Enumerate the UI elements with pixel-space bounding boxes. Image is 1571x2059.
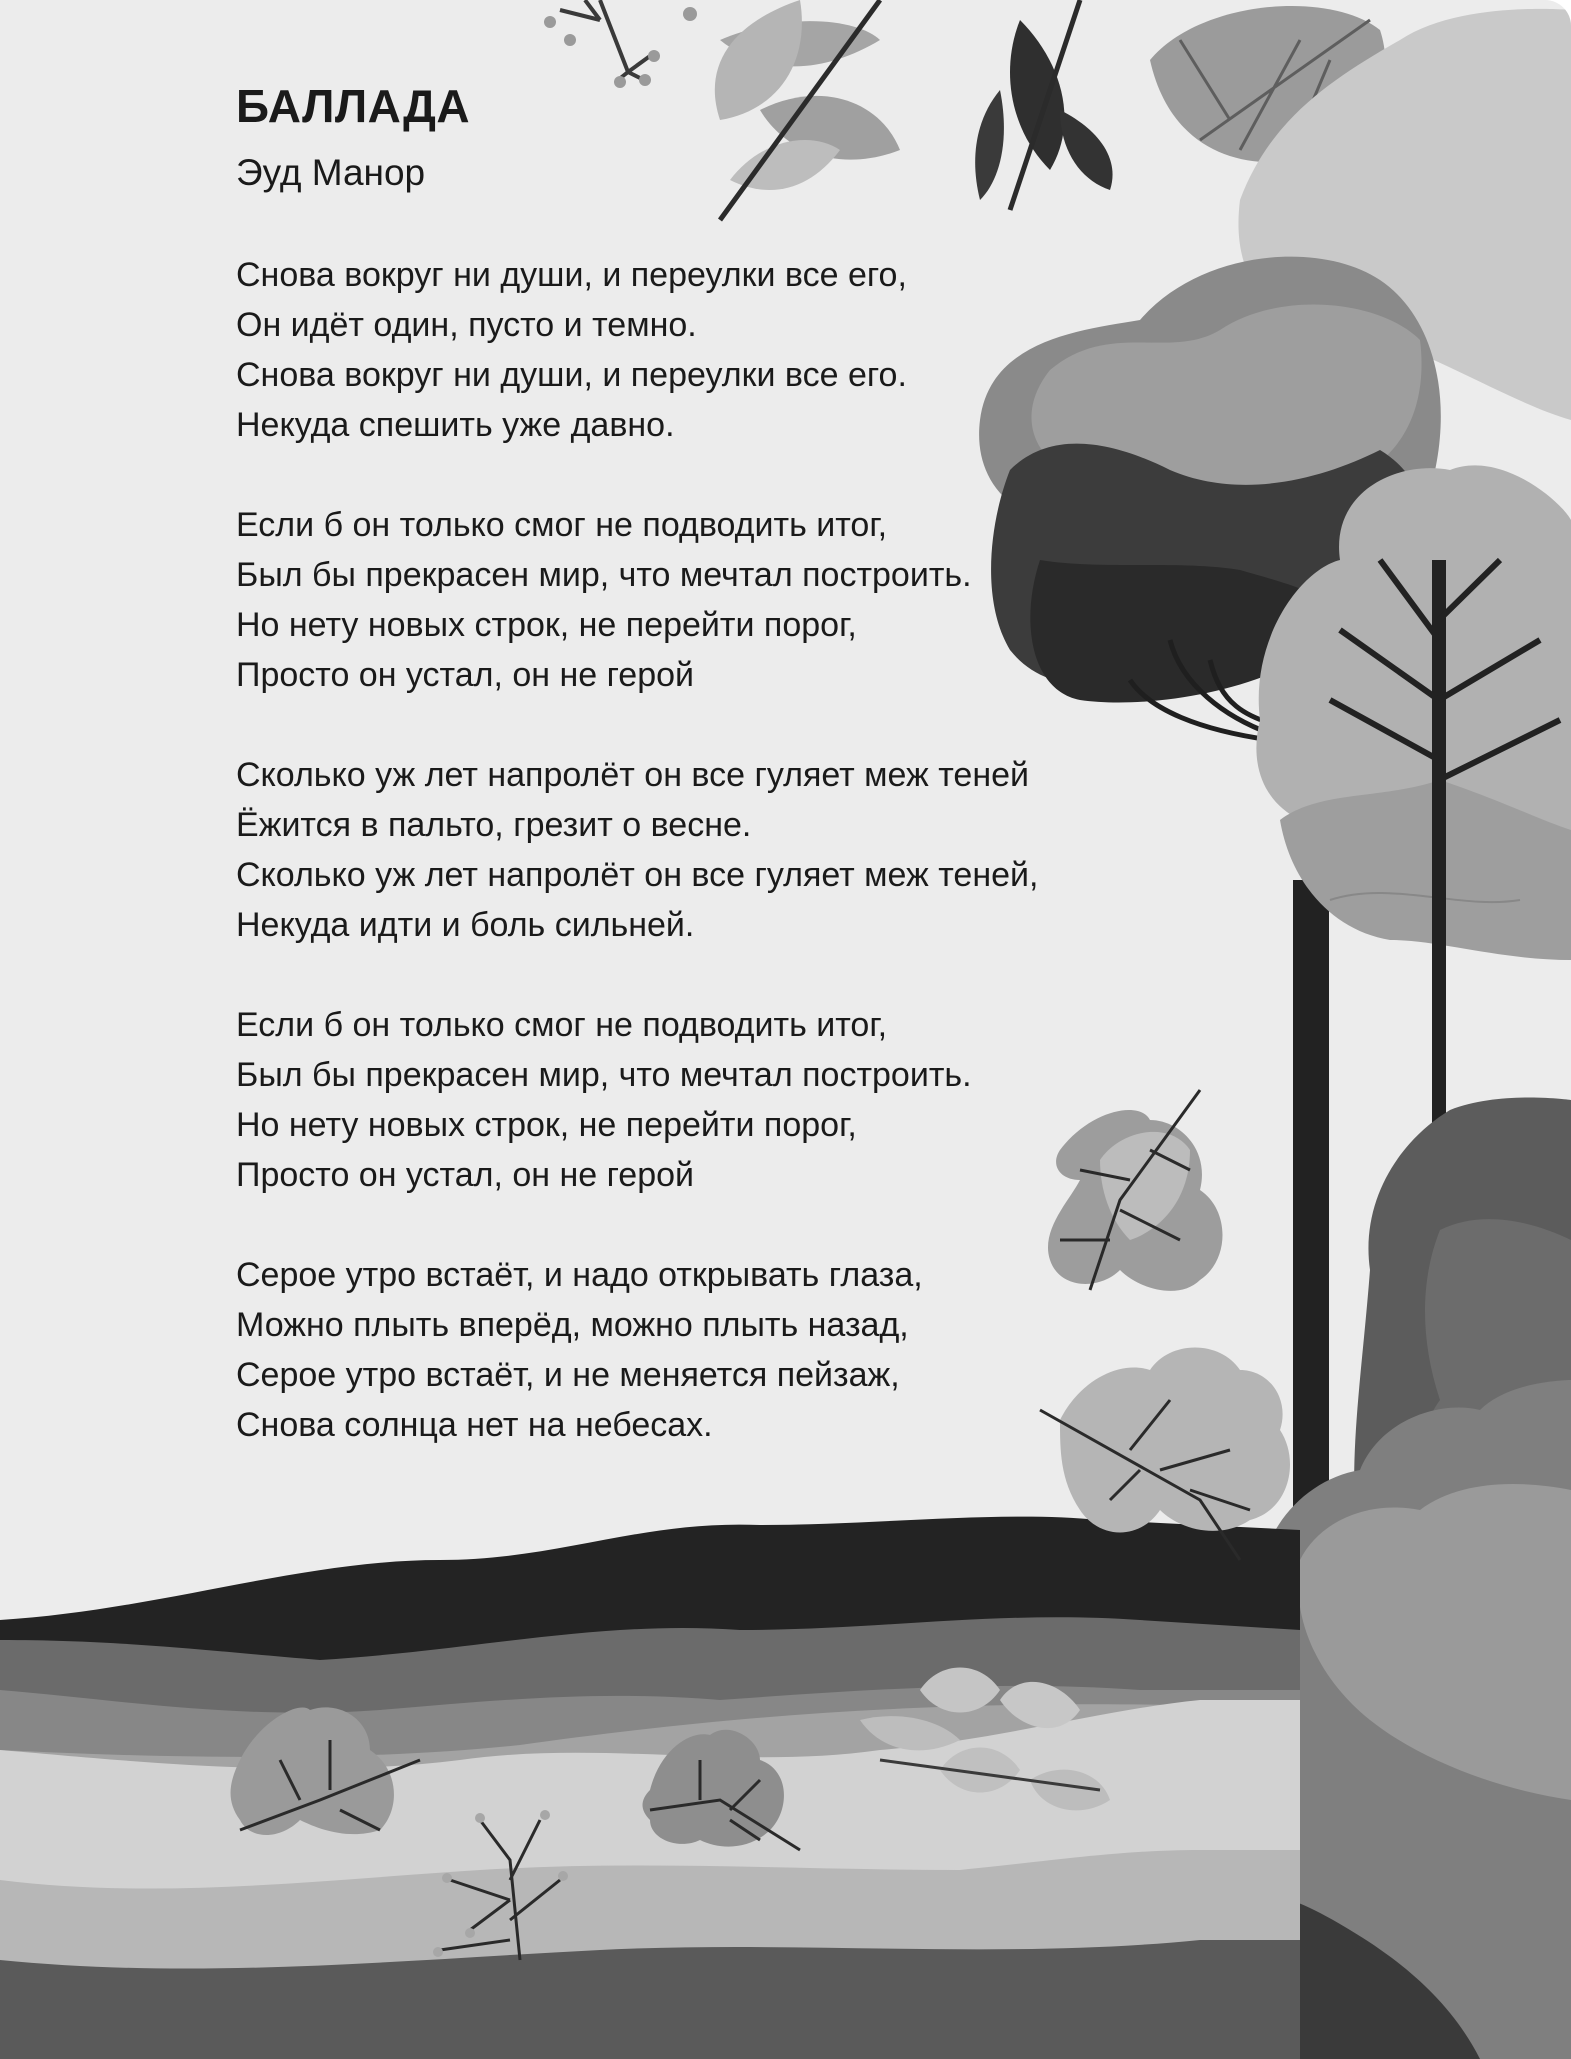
poem-line: Ёжится в пальто, грезит о весне. bbox=[236, 806, 752, 844]
poem-stanzas bbox=[236, 250, 1136, 1450]
stanza bbox=[236, 500, 1136, 700]
poem-line: Сколько уж лет напролёт он все гуляет меж теней, bbox=[236, 856, 1039, 894]
tree-trunk-left bbox=[1293, 880, 1329, 1520]
poem-author: Эуд Манор bbox=[236, 152, 426, 193]
stanza bbox=[236, 1250, 1136, 1450]
poem-line: Некуда спешить уже давно. bbox=[236, 406, 675, 444]
poem-line: Серое утро встаёт, и не меняется пейзаж, bbox=[236, 1356, 900, 1394]
poem-line: Просто он устал, он не герой bbox=[236, 656, 695, 694]
stanza bbox=[236, 1000, 1136, 1200]
stanza bbox=[236, 750, 1136, 950]
poem-title: БАЛЛАДА bbox=[236, 80, 471, 132]
poem-line: Но нету новых строк, не перейти порог, bbox=[236, 606, 857, 644]
poem-line: Был бы прекрасен мир, что мечтал построить. bbox=[236, 1056, 972, 1094]
poem-line: Можно плыть вперёд, можно плыть назад, bbox=[236, 1306, 909, 1344]
poem-line: Был бы прекрасен мир, что мечтал построить. bbox=[236, 556, 972, 594]
rolling-hills bbox=[0, 1517, 1300, 2059]
poem-line: Серое утро встаёт, и надо открывать глаза, bbox=[236, 1256, 923, 1294]
poem-line: Он идёт один, пусто и темно. bbox=[236, 306, 697, 344]
poem-line: Снова вокруг ни души, и переулки все его. bbox=[236, 356, 907, 394]
poem-line: Если б он только смог не подводить итог, bbox=[236, 1006, 888, 1044]
poem-line: Некуда идти и боль сильней. bbox=[236, 906, 695, 944]
poem-line: Просто он устал, он не герой bbox=[236, 1156, 695, 1194]
poem-line: Сколько уж лет напролёт он все гуляет меж теней bbox=[236, 756, 1030, 794]
poem-line: Снова вокруг ни души, и переулки все его, bbox=[236, 256, 907, 294]
poem-line: Если б он только смог не подводить итог, bbox=[236, 506, 888, 544]
poem-line: Снова солнца нет на небесах. bbox=[236, 1406, 713, 1444]
poem-line: Но нету новых строк, не перейти порог, bbox=[236, 1106, 857, 1144]
stanza bbox=[236, 250, 1136, 450]
poem bbox=[236, 76, 1136, 1500]
